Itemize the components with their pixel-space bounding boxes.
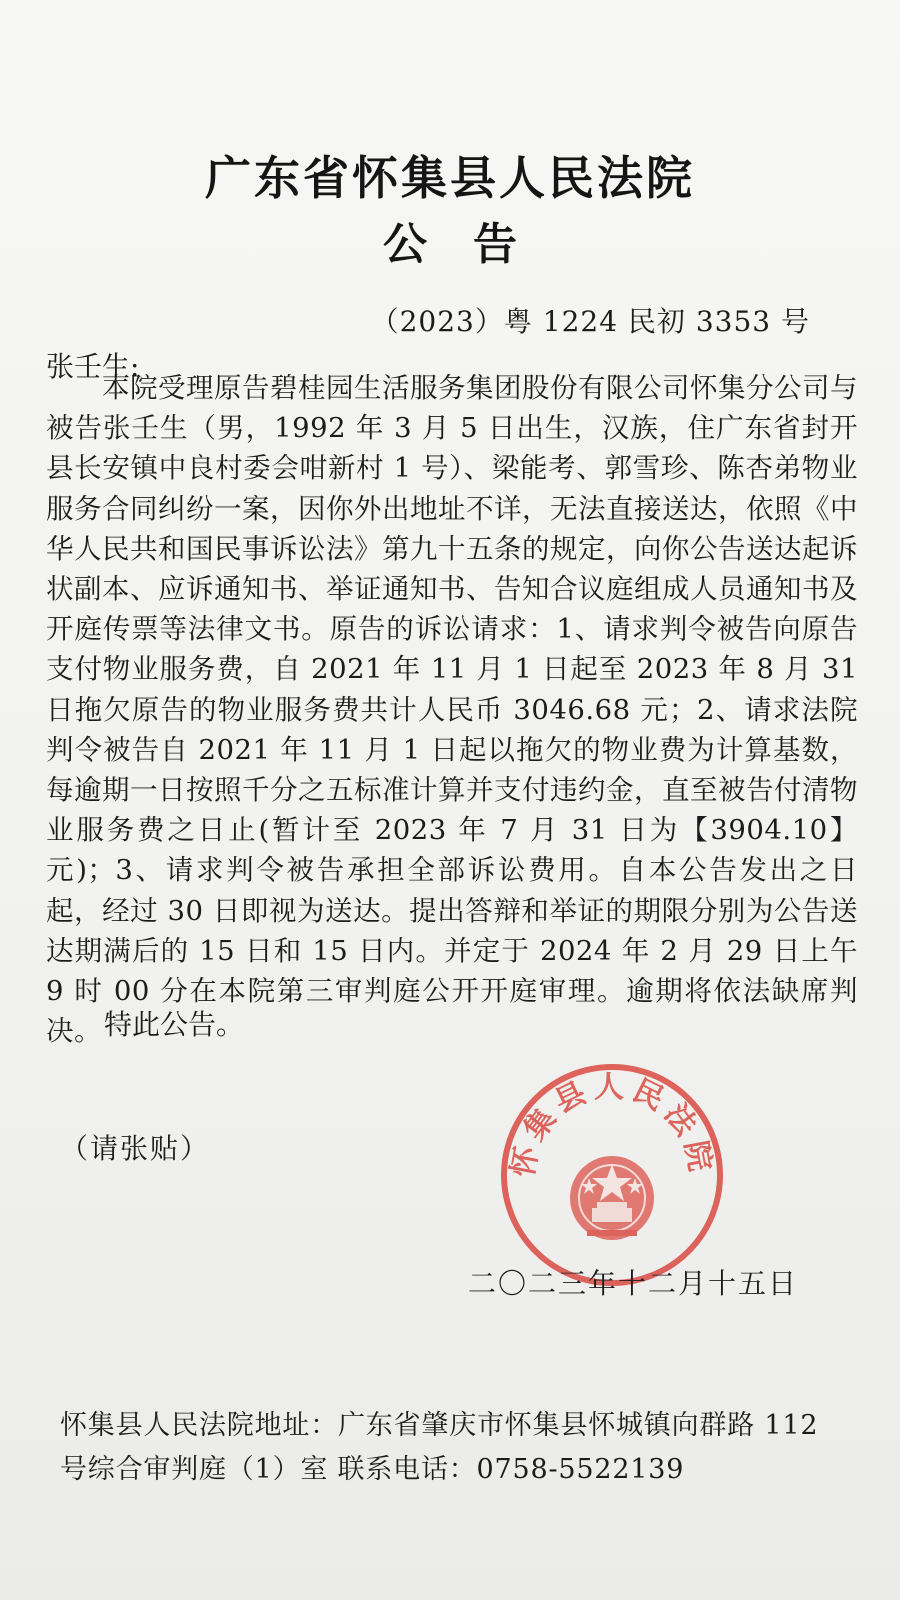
case-number: （2023）粤 1224 民初 3353 号 bbox=[370, 305, 810, 338]
posting-note: （请张贴） bbox=[60, 1132, 211, 1165]
national-emblem-icon bbox=[570, 1156, 654, 1240]
seal-text: 怀集县人民法院 bbox=[505, 1070, 719, 1180]
notice-date: 二〇二三年十二月十五日 bbox=[468, 1267, 799, 1300]
notice-title: 公告 bbox=[383, 219, 563, 270]
court-address-contact: 怀集县人民法院地址：广东省肇庆市怀集县怀城镇向群路 112 号综合审判庭（1）室 联系电话：0758-5522139 bbox=[60, 1410, 819, 1485]
addressee: 张壬生: bbox=[46, 350, 140, 383]
court-title: 广东省怀集县人民法院 bbox=[205, 151, 695, 205]
court-seal bbox=[497, 1060, 727, 1290]
closing-line: 特此公告。 bbox=[104, 1008, 245, 1041]
notice-body: 本院受理原告碧桂园生活服务集团股份有限公司怀集分公司与被告张壬生（男，1992 年 3 月 5 日出生，汉族，住广东省封开县长安镇中良村委会咁新村 1 号）、梁能考、郭雪珍、陈杏弟物业服务合同纠纷一案，因你外出地址不详，无法直接送达，依照《中华人民共和国民事诉讼法》第九十五条的规定，向你公告送达起诉状副本、应诉通知书、举证通知书、告知合议庭组成人员通知书及开庭传票等法律文书。原告的诉讼请求：1、请求判令被告向原告支付物业服务费，自 2021 年 11 月 1 日起至 2023 年 8 月 31 日拖欠原告的物业服务费共计人民币 3046.68 元；2、请求法院判令被告自 2021 年 11 月 1 日起以拖欠的物业费为计算基数，每逾期一日按照千分之五标准计算并支付违约金，直至被告付清物业服务费之日止(暂计至 2023 年 7 月 31 日为【3904.10】元)；3、请求判令被告承担全部诉讼费用。自本公告发出之日起，经过 30 日即视为送达。提出答辩和举证的期限分别为公告送达期满后的 15 日和 15 日内。并定于 2024 年 2 月 29 日上午 9 时 00 分在本院第三审判庭公开开庭审理。逾期将依法缺席判决。 bbox=[46, 372, 858, 1048]
